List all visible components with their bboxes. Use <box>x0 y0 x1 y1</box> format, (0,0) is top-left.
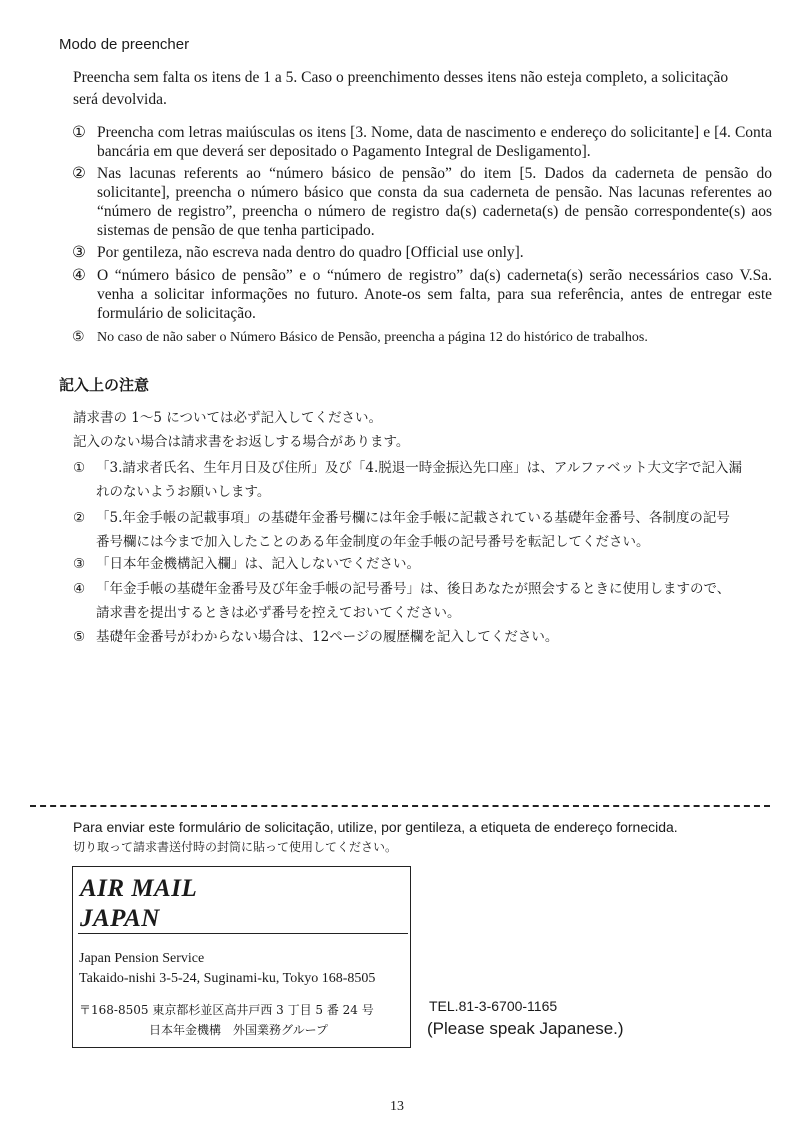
pt-item-2-text: Nas lacunas referents ao “número básico de pensão” do item [5. Dados da caderneta de pensão do solicitante], preencha o número básico que consta da sua caderneta de pensão. Nas lacunas referentes ao “número de registro”, preencha o número de registro da(s) caderneta(s) de pensão correspondente(s) aos sistemas de pensão de que tenha participado. <box>97 165 772 239</box>
cut-line-divider <box>30 805 770 807</box>
jp-item-number-3: ③ <box>73 556 86 572</box>
jp-item-5 <box>73 625 773 649</box>
jp-item-3 <box>73 552 773 576</box>
mailing-instruction-jp: 切り取って請求書送付時の封筒に貼って使用してください。 <box>73 840 398 854</box>
airmail-title: AIR MAIL <box>80 875 198 902</box>
item-number-1: ① <box>72 124 86 141</box>
jp-item-number-1: ① <box>73 460 86 476</box>
jp-heading: 記入上の注意 <box>59 376 150 394</box>
jp-item-number-5: ⑤ <box>73 629 86 645</box>
item-number-2: ② <box>72 165 86 182</box>
jp-item-2 <box>73 506 773 554</box>
jp-item-4-line1: 「年金手帳の基礎年金番号及び年金手帳の記号番号」は、後日あなたが照会するときに使用しますので、 <box>96 581 731 597</box>
pt-item-5-text: No caso de não saber o Número Básico de Pensão, preencha a página 12 do histórico de trabalhos. <box>97 330 648 345</box>
jp-item-2-line2: 番号欄には今まで加入したことのある年金制度の年金手帳の記号番号を転記してください。 <box>96 534 650 550</box>
jp-item-4 <box>73 577 773 625</box>
pt-item-4-text: O “número básico de pensão” e o “número de registro” da(s) caderneta(s) serão necessários caso V.Sa. venha a solicitar informações no futuro. Anote-os sem falta, para sua referência, antes de entregar este formulário de solicitação. <box>97 267 772 322</box>
pt-item-5 <box>72 328 772 347</box>
pt-intro-line2: será devolvida. <box>73 91 167 108</box>
jp-item-5-line1: 基礎年金番号がわからない場合は、12ページの履歴欄を記入してください。 <box>96 629 559 645</box>
pt-item-1-text: Preencha com letras maiúsculas os itens [3. Nome, data de nascimento e endereço do solicitante] e [4. Conta bancária em que deverá ser depositado o Pagamento Integral de Desligamento]. <box>97 124 772 160</box>
pt-item-1 <box>72 123 772 161</box>
item-number-5: ⑤ <box>72 330 85 345</box>
jp-item-1-line2: れのないようお願いします。 <box>96 484 271 500</box>
country-title: JAPAN <box>80 905 160 932</box>
jp-item-1-line1: 「3.請求者氏名、生年月日及び住所」及び「4.脱退一時金振込先口座」は、アルファベット大文字で記入漏 <box>96 460 742 476</box>
tel-number: TEL.81-3-6700-1165 <box>429 998 558 1014</box>
pt-item-3-text: Por gentileza, não escreva nada dentro do quadro [Official use only]. <box>97 244 524 261</box>
jp-item-number-2: ② <box>73 510 86 526</box>
pt-item-2 <box>72 164 772 240</box>
pt-intro <box>73 67 773 111</box>
jp-intro-line1: 請求書の 1～5 については必ず記入してください。 <box>73 410 382 426</box>
jp-item-3-line1: 「日本年金機構記入欄」は、記入しないでください。 <box>96 556 420 572</box>
jp-item-4-line2: 請求書を提出するときは必ず番号を控えておいてください。 <box>96 605 461 621</box>
item-number-3: ③ <box>72 244 86 261</box>
jp-intro-line2: 記入のない場合は請求書をお返しする場合があります。 <box>73 434 410 450</box>
tel-note: (Please speak Japanese.) <box>427 1019 624 1038</box>
address-label <box>72 866 411 1048</box>
pt-item-4 <box>72 266 772 323</box>
mailing-instruction-pt: Para enviar este formulário de solicitação, utilize, por gentileza, a etiqueta de endereço fornecida. <box>73 819 678 835</box>
label-org-jp: 日本年金機構 外国業務グループ <box>149 1023 329 1037</box>
pt-heading: Modo de preencher <box>59 36 190 53</box>
pt-item-3 <box>72 243 772 262</box>
jp-intro <box>73 406 773 454</box>
jp-item-number-4: ④ <box>73 581 86 597</box>
label-org: Japan Pension Service <box>79 951 205 966</box>
item-number-4: ④ <box>72 267 86 284</box>
page-number: 13 <box>390 1099 404 1114</box>
jp-item-2-line1: 「5.年金手帳の記載事項」の基礎年金番号欄には年金手帳に記載されている基礎年金番号、各制度の記号 <box>96 510 730 526</box>
label-address: Takaido-nishi 3-5-24, Suginami-ku, Tokyo 168-8505 <box>79 971 376 986</box>
pt-intro-line1: Preencha sem falta os itens de 1 a 5. Caso o preenchimento desses itens não esteja completo, a solicitação <box>73 69 729 86</box>
label-rule <box>78 933 408 934</box>
label-address-jp: 〒168-8505 東京都杉並区高井戸西 3 丁目 5 番 24 号 <box>79 1003 374 1017</box>
jp-item-1 <box>73 456 773 504</box>
